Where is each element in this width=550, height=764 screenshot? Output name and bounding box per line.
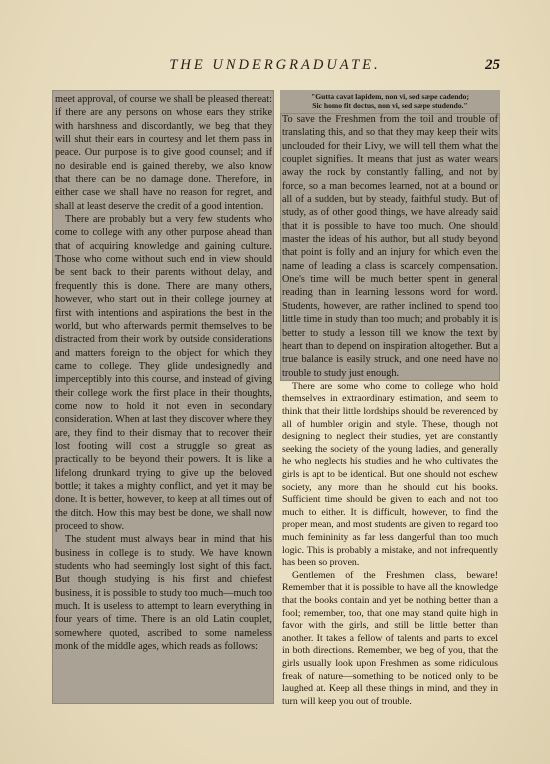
paragraph: There are some who come to college who hold themselves in extraordinary estimation, and seem to think that their little lordships should be reverenced by all of humbler origin and style. These, though not designing to neglect their studies, yet are constantly seeking the society of the young ladies, and generally he who neglects his studies and he who cultivates the girls is apt to be identical. But one should not eschew society, any more than he should cut his books. Sufficient time should be given to each and not too much to either. It is difficult, however, to find the proper mean, and most students are given to regard too much femininity as far less dangerful than too much logic. This is probably a mistake, and not infrequently has been so proven. [282, 380, 498, 569]
right-column [280, 90, 500, 708]
paragraph: The student must always bear in mind that his business in college is to study. We have known students who had seemingly lost sight of this fact. But though studying is his first and chiefest business, it is possible to study too much—much too much. It is useless to attempt to learn everything in four years of time. There is an old Latin couplet, somewhere quoted, ascribed to some nameless monk of the middle ages, which reads as follows: [55, 534, 272, 653]
latin-quote [280, 90, 500, 113]
shaded-block [280, 113, 500, 381]
page-number: 25 [485, 57, 500, 73]
quote-line: "Gutta cavat lapidem, non vi, sed sæpe cadendo; [310, 92, 469, 101]
paragraph: To save the Freshmen from the toil and trouble of translating this, and so that they may keep their wits unclouded for their Livy, we will tell them what the couplet signifies. It means that just as water wears away the rock by constantly falling, and not by force, so a man becomes learned, not at a bound or all of a sudden, but by steady, faithful study. But of study, as of other good things, we have already said that it is possible to have too much. One should master the ideas of his author, but all study beyond that point is folly and an injury for which even the name of leading a class is scarcely compensation. One's time will be much better spent in general reading than in learning lessons word for word. Students, however, are rather inclined to spend too little time in study than too much; and probably it is better to study a lesson till we know the text by heart than to depend on inspiration altogether. But a true balance is easily struck, and one need have no trouble to study just enough. [282, 114, 498, 379]
left-column [52, 90, 274, 704]
running-title: THE UNDERGRADUATE. [169, 57, 381, 73]
paragraph: There are probably but a very few students who come to college with any other purpose ahead than that of acquiring knowledge and gaining culture. Those who come without such end in view should be sent back to their parents without delay, and frequently this is done. There are many others, however, who start out in their college journey at first with intentions and aspirations the best in the world, but who afterwards permit themselves to be distracted from their work by outside considerations and matters foreign to the object for which they came to college. They glide undesignedly and imperceptibly into this course, and instead of giving their college work the first place in their thoughts, come now to hold it not even in secondary consideration. When at last they discover where they are, they find to their dismay that to recover their lost footing will cost a struggle so great as practically to be beyond their powers. It is like a lifelong drunkard trying to give up the beloved bottle; it takes a mighty conflict, and yet it may be done. It is better, however, to keep at all times out of the ditch. How this may best be done, we shall now proceed to show. [55, 214, 272, 532]
page-header [0, 57, 550, 77]
paragraph: meet approval, of course we shall be pleased thereat: if there are any persons on whose ears they strike with harshness and discordantly, we beg that they will shut their ears in courtesy and let them pass in peace. Our purpose is to give good counsel; and if no desirable end is gained thereby, we also know that there can be no damage done. Therefore, in either case we shall have no reason for regret, and shall at least deserve the credit of a good intention. [55, 94, 272, 212]
plain-block [280, 381, 500, 708]
paragraph: Gentlemen of the Freshmen class, beware! Remember that it is possible to have all the knowledge that the books contain and yet be nothing better than a fool; remember, too, that one may stand quite high in favor with the girls, and still be little better than another. It takes a fellow of talents and parts to excel in both directions. Remember, we beg of you, that the girls usually look upon Freshmen as some ridiculous freak of nature—something to be noticed only to be laughed at. Keep all these things in mind, and they in turn will keep you out of trouble. [282, 569, 498, 707]
quote-line: Sic homo fit doctus, non vi, sed sæpe studendo." [312, 101, 468, 110]
